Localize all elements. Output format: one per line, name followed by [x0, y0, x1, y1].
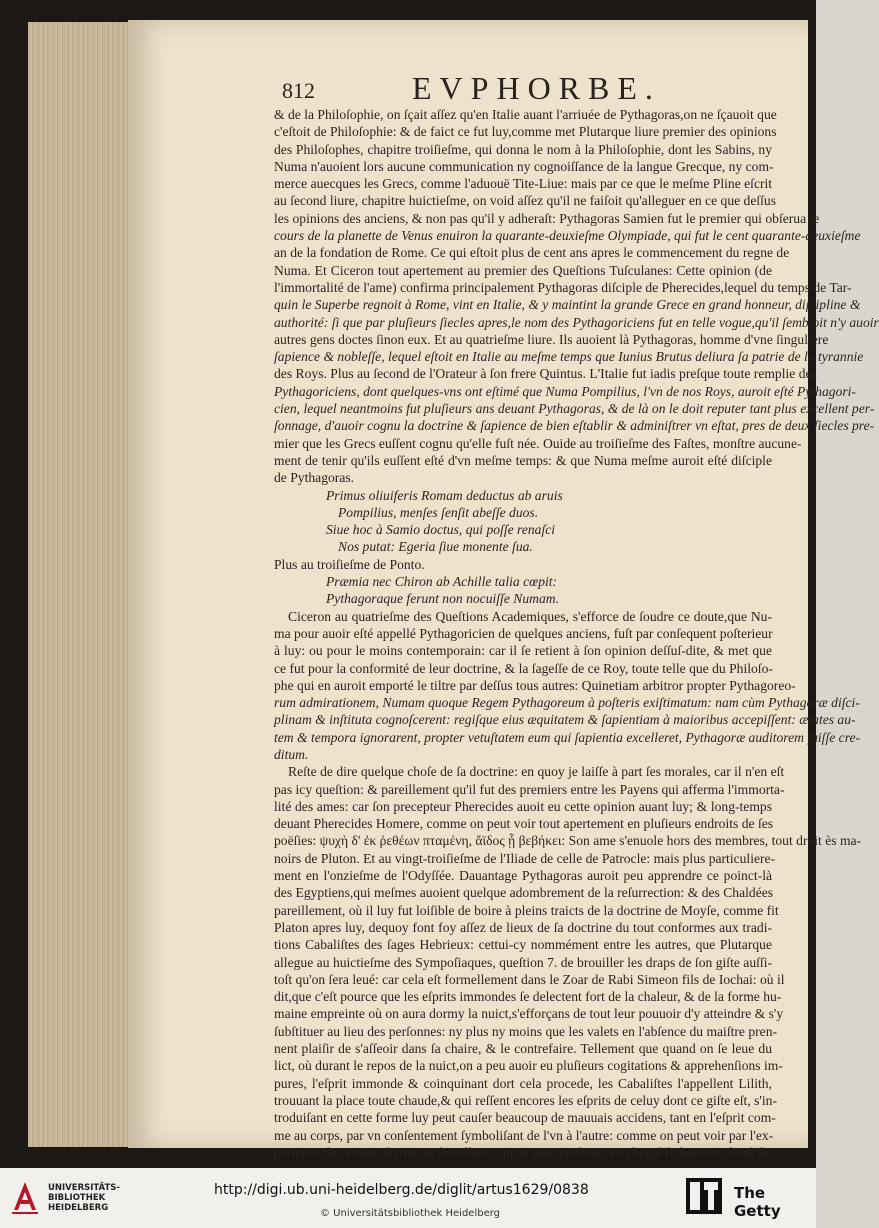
text-line: nent plaiſir de s'aſſeoir dans ſa chaire, & le contrefaire. Tellement que quand on ſe leue du: [274, 1041, 772, 1057]
text-line: poëſies: ψυχὴ δ' ἐκ ῥεθέων πταμένη, ἄϊδος ᾗ βεβήκει: Son ame s'enuole hors des membres, tout droit ès ma-: [274, 833, 862, 849]
body-text: [274, 106, 879, 1178]
text-line: ment de tenir qu'ils euſſent eſté d'vn meſme temps: & que Numa meſme auroit eſté diſciple: [274, 452, 772, 468]
text-line: des Roys. Plus au ſecond de l'Orateur à ſon frere Quintus. L'Italie fut iadis preſque toute remplie des: [274, 366, 817, 382]
text-line: cien, lequel neantmoins fut pluſieurs ans deuant Pythagoras, & de là on le doit reputer tant plus excellent per-: [274, 401, 875, 417]
text-line: ma pour auoir eſté appellé Pythagoricien de quelques anciens, fuſt par conſequent poſterieur: [274, 625, 773, 641]
text-line: Pythagoriciens, dont quelques-vns ont eſtimé que Numa Pompilius, l'vn de nos Roys, auroit eſté Pythagori-: [274, 383, 856, 399]
university-logo-icon[interactable]: [10, 1180, 40, 1216]
verse-line: Siue hoc à Samio doctus, qui poſſe renaſci: [326, 522, 556, 538]
text-line: an de la fondation de Rome. Ce qui eſtoit plus de cent ans apres le commencement du regne de: [274, 245, 790, 261]
university-name-line: BIBLIOTHEK: [48, 1193, 106, 1203]
text-line: pas icy queſtion: & pareillement qu'il fut des premiers entre les Payens qui afferma l'immorta-: [274, 781, 785, 797]
copyright-notice: © Universitätsbibliothek Heidelberg: [320, 1208, 501, 1219]
text-line: & de la Philoſophie, on ſçait aſſez qu'en Italie auant l'arriuée de Pythagoras,on ne ſçauoit que: [274, 107, 777, 122]
viewer-footer: [0, 1168, 816, 1228]
text-line: ſapience & nobleſſe, lequel eſtoit en Italie au meſme temps que Iunius Brutus deliura ſa patrie de la tyrannie: [274, 349, 864, 365]
text-line: quin le Superbe regnoit à Rome, vint en Italie, & y maintint la grande Grece en grand honneur, diſcipline &: [274, 297, 861, 313]
text-line: merce auecques les Grecs, comme l'aduouë Tite-Liue: mais par ce que le meſme Pline eſcrit: [274, 176, 773, 192]
text-line: ſonnage, d'auoir cognu la doctrine & ſapience de bien eſtablir & adminiſtrer vn eſtat, pres de deux ſiecles pre-: [274, 418, 875, 434]
getty-name: The Getty: [734, 1184, 781, 1220]
university-name-line: HEIDELBERG: [48, 1203, 109, 1213]
university-name: [48, 1183, 120, 1213]
text-line: ment en l'onzieſme de l'Odyſſée. Dauantage Pythagoras auroit peu apprendre ce poinct-là: [274, 868, 772, 884]
text-line: me au corps, par vn conſentement ſymboliſant de l'vn à l'autre: comme on peut voir par l'ex-: [274, 1127, 774, 1143]
text-line: Numa. Et Ciceron tout apertement au premier des Queſtions Tuſculanes: Cette opinion (de: [274, 262, 772, 278]
text-line: rum admirationem, Numam quoque Regem Pythagoreum à poſteris exiſtimatum: nam cùm Pythagoræ diſci-: [274, 695, 860, 711]
running-title: EVPHORBE.: [412, 70, 661, 106]
text-line: authorité: ſi que par pluſieurs ſiecles apres,le nom des Pythagoriciens fut en telle vogue,qu'il ſembloit n'y auoir: [274, 314, 879, 330]
text-line: des Egyptiens,qui meſmes auoient quelque adombrement de la reſurrection: & des Chaldées: [274, 885, 774, 901]
text-line: toſt qu'on ſera leué: car cela eſt formellement dans le Zoar de Rabi Simeon fils de Iochai: où il: [274, 971, 785, 987]
verse-line: Præmia nec Chiron ab Achille talia cœpit:: [326, 574, 558, 590]
text-line: Platon apres luy, dequoy font foy aſſez de lieux de ſa doctrine du tout conformes aux tradi-: [274, 919, 772, 935]
text-line: ſubſtituer au lieu des perſonnes: ny plus ny moins que les valets en l'abſence du maiſtre pren-: [274, 1023, 778, 1039]
getty-logo-icon[interactable]: [686, 1178, 722, 1214]
text-line: c'eſtoit de Philoſophie: & de faict ce fut luy,comme met Plutarque liure premier des opinions: [274, 124, 777, 140]
text-line: à luy: ou pour le moins contemporain: car il ſe retient à ſon opinion deſſuſ-dite, & met que: [274, 643, 772, 659]
verse-line: Pythagoraque ferunt non nocuiſſe Numam.: [326, 591, 559, 607]
text-line: noirs de Pluton. Et au vingt-troiſieſme de l'Iliade de celle de Patrocle: mais plus particuliere-: [274, 850, 776, 866]
text-line: pures, l'eſprit immonde & coinquinant dort cela procede, les Cabaliſtes l'appellent Lilith,: [274, 1075, 772, 1091]
text-line: phe qui en auroit emporté le tiltre par deſſus tous autres: Quinetiam arbitror propter Pythagoreo-: [274, 677, 796, 693]
text-line: troduiſant en cette forme luy peut cauſer beaucoup de mauuais accidens, tant en l'eſprit com-: [274, 1110, 776, 1126]
text-line: Plus au troiſieſme de Ponto.: [274, 556, 425, 572]
text-line: au ſecond liure, chapitre huictieſme, on void aſſez qu'il ne faiſoit qu'alleguer en ce que deſſus: [274, 193, 777, 209]
page-number: 812: [282, 78, 315, 103]
text-line: allegue au huictieſme des Sympoſiaques, queſtion 7. de brouiller les draps de ſon giſte auſſi-: [274, 954, 772, 970]
text-line: ditum.: [274, 746, 309, 762]
text-line: autres gens doctes ſinon eux. Et au quatrieſme liure. Ils auoient là Pythagoras, homme d'vne ſinguliere: [274, 331, 829, 347]
text-line: ce fut pour la conformité de leur doctrine, & la ſageſſe de ce Roy, toute telle que du Philoſo-: [274, 660, 773, 676]
permalink-url[interactable]: http://digi.ub.uni-heidelberg.de/diglit/artus1629/0838: [214, 1182, 589, 1198]
text-line: Numa n'auoient lors aucune communication ny cognoiſſance de la langue Grecque, ny com-: [274, 158, 774, 174]
text-line: cours de la planette de Venus enuiron la quarante-deuxieſme Olympiade, qui fut le cent quarante-deuxieſme: [274, 228, 861, 244]
text-line: pareillement, où il luy fut loiſible de boire à pleins traicts de la doctrine de Moyſe, comme fit: [274, 902, 779, 918]
text-line: plinam & inſtituta cognoſcerent: regiſque eius æquitatem & ſapientiam à maioribus accepiſſent: ætates au-: [274, 712, 856, 728]
page-header: [282, 70, 742, 106]
text-line: de Pythagoras.: [274, 470, 355, 486]
text-line: l'immortalité de l'ame) confirma principalement Pythagoras diſciple de Pherecides,lequel du temps de Tar-: [274, 279, 852, 295]
verse-line: Nos putat: Egeria ſiue monente ſua.: [338, 539, 533, 555]
text-line: maine empreinte où on aura dormy la nuict,s'efforçans de tout leur pouuoir d'y atteindre & s'y: [274, 1006, 784, 1022]
text-line: tions Cabaliſtes des ſages Hebrieux: cettui-cy nommément entre les autres, que Plutarque: [274, 937, 772, 953]
text-line: les opinions des anciens, & non pas qu'il y adheraſt: Pythagoras Samien fut le premier qui obſerua le: [274, 210, 820, 226]
text-line: Reſte de dire quelque choſe de ſa doctrine: en quoy je laiſſe à part ſes morales, car il n'en eſt: [288, 764, 785, 780]
text-line: perience de certain charme & ſorcellerie, qu'on peut encloüer vn cheual fichant vn cloud de-: [274, 1144, 775, 1160]
verse-line: Primus oliuiferis Romam deductus ab aruis: [326, 487, 563, 503]
text-line: mier que les Grecs euſſent cognu qu'elle fuſt née. Ouide au troiſieſme des Faſtes, monſtre aucune-: [274, 435, 802, 451]
text-line: deuant Pherecides Homere, comme on peut voir tout apertement en pluſieurs endroits de ſes: [274, 816, 774, 832]
text-line: des Philoſophes, chapitre troiſieſme, qui donna le nom à la Philoſophie, dont les Sabins, ny: [274, 141, 772, 157]
verse-line: Pompilius, menſes ſenſit abeſſe duos.: [338, 504, 539, 520]
text-line: lité des ames: car ſon precepteur Pherecides auoit eu cette opinion auant luy; & long-temps: [274, 798, 772, 814]
book-page-edges: [28, 22, 132, 1147]
text-line: Ciceron au quatrieſme des Queſtions Academiques, s'efforce de ſoudre ce doute,que Nu-: [288, 608, 772, 624]
university-name-line: UNIVERSITÄTS-: [48, 1183, 120, 1193]
text-line: lict, où durant le repos de la nuict,on a peu auoir eu pluſieurs cogitations & apprehenſions im-: [274, 1058, 783, 1074]
text-line: tem & tempora ignorarent, propter vetuſtatem eum qui ſapientia excelleret, Pythagoræ auditorem fuiſſe cre-: [274, 729, 861, 745]
text-line: dit,que c'eſt pource que les eſprits immondes ſe delectent fort de la chaleur, & de la forme hu-: [274, 989, 782, 1005]
text-line: trouuant la place toute chaude,& qui reſſent encores les eſprits de celuy dont ce giſte eſt, s'in-: [274, 1092, 777, 1108]
